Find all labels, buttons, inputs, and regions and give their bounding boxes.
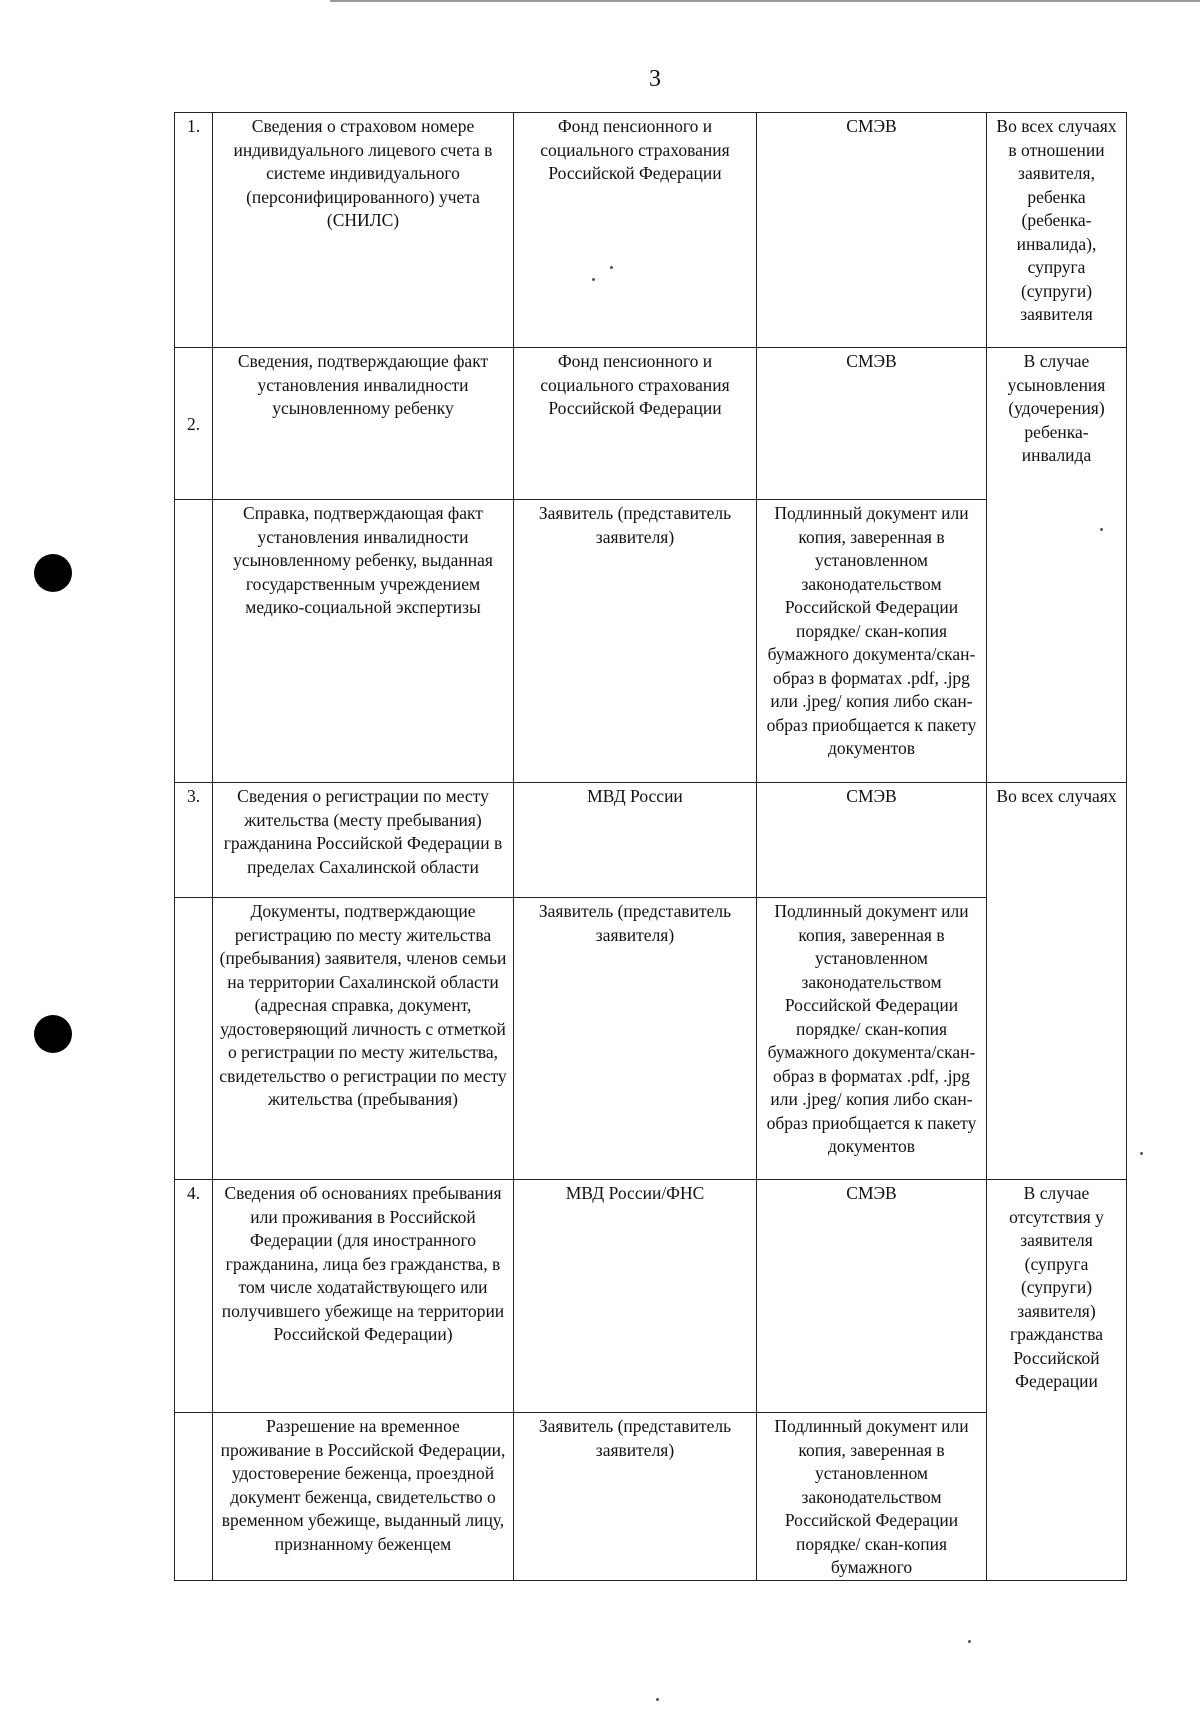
table-row xyxy=(175,348,1127,500)
document-name-cell: Документы, подтверждающие регистрацию по месту жительства (пребывания) заявителя, членов семьи на территории Сахалинской области (адресная справка, документ, удостоверяющий личность с отметкой о регистрации по месту жительства, свидетельство о регистрации по месту жительства (пребывания) xyxy=(213,898,514,1180)
source-cell: Заявитель (представитель заявителя) xyxy=(514,898,757,1180)
document-name-cell: Справка, подтверждающая факт установления инвалидности усыновленному ребенку, выданная государственным учреждением медико-социальной экспертизы xyxy=(213,500,514,783)
row-number-continuation xyxy=(175,1413,213,1581)
document-name-cell: Сведения о страховом номере индивидуального лицевого счета в системе индивидуального (персонифицированного) учета (СНИЛС) xyxy=(213,113,514,348)
table-row xyxy=(175,500,1127,783)
form-cell: СМЭВ xyxy=(757,1180,987,1413)
scan-speck xyxy=(592,278,595,281)
source-cell: Заявитель (представитель заявителя) xyxy=(514,1413,757,1581)
condition-cell: В случае отсутствия у заявителя (супруга (супруги) заявителя) гражданства Российской Федерации xyxy=(987,1180,1127,1581)
document-name-cell: Сведения, подтверждающие факт установления инвалидности усыновленному ребенку xyxy=(213,348,514,500)
punch-hole-lower xyxy=(34,1015,72,1053)
form-cell: СМЭВ xyxy=(757,348,987,500)
condition-cell: Во всех случаях xyxy=(987,783,1127,1180)
row-number: 1. xyxy=(175,113,213,348)
row-number-continuation xyxy=(175,500,213,783)
scan-speck xyxy=(968,1640,971,1643)
form-cell: Подлинный документ или копия, заверенная в установленном законодательством Российской Федерации порядке/ скан-копия бумажного документа/скан-образ в форматах .pdf, .jpg или .jpeg/ копия либо скан-образ приобщается к пакету документов xyxy=(757,500,987,783)
scan-speck xyxy=(1100,528,1103,531)
page-number: 3 xyxy=(649,66,661,92)
scan-speck xyxy=(656,1698,659,1701)
row-number: 2. xyxy=(175,348,213,500)
row-number: 3. xyxy=(175,783,213,898)
form-cell: СМЭВ xyxy=(757,783,987,898)
table-row xyxy=(175,898,1127,1180)
form-cell: Подлинный документ или копия, заверенная в установленном законодательством Российской Федерации порядке/ скан-копия бумажного документа/скан-образ в форматах .pdf, .jpg или .jpeg/ копия либо скан-образ приобщается к пакету документов xyxy=(757,898,987,1180)
source-cell: Заявитель (представитель заявителя) xyxy=(514,500,757,783)
table-row xyxy=(175,1413,1127,1581)
scan-speck xyxy=(610,266,613,269)
source-cell: Фонд пенсионного и социального страхования Российской Федерации xyxy=(514,348,757,500)
table-row xyxy=(175,1180,1127,1413)
source-cell: Фонд пенсионного и социального страхования Российской Федерации xyxy=(514,113,757,348)
document-name-cell: Сведения о регистрации по месту жительства (месту пребывания) гражданина Российской Федерации в пределах Сахалинской области xyxy=(213,783,514,898)
document-name-cell: Разрешение на временное проживание в Российской Федерации, удостоверение беженца, проездной документ беженца, свидетельство о временном убежище, выданный лицу, признанному беженцем xyxy=(213,1413,514,1581)
condition-cell: В случае усыновления (удочерения) ребенка-инвалида xyxy=(987,348,1127,783)
form-cell: СМЭВ xyxy=(757,113,987,348)
row-number: 4. xyxy=(175,1180,213,1413)
documents-table xyxy=(174,112,1127,1581)
scan-speck xyxy=(1140,1152,1143,1155)
row-number-continuation xyxy=(175,898,213,1180)
condition-cell: Во всех случаях в отношении заявителя, ребенка (ребенка-инвалида), супруга (супруги) заявителя xyxy=(987,113,1127,348)
source-cell: МВД России xyxy=(514,783,757,898)
form-cell: Подлинный документ или копия, заверенная в установленном законодательством Российской Федерации порядке/ скан-копия бумажного xyxy=(757,1413,987,1581)
table-row xyxy=(175,783,1127,898)
source-cell: МВД России/ФНС xyxy=(514,1180,757,1413)
punch-hole-upper xyxy=(34,554,72,592)
table-row xyxy=(175,113,1127,348)
document-name-cell: Сведения об основаниях пребывания или проживания в Российской Федерации (для иностранного гражданина, лица без гражданства, в том числе ходатайствующего или получившего убежище на территории Российской Федерации) xyxy=(213,1180,514,1413)
scan-edge-line xyxy=(330,0,1200,2)
